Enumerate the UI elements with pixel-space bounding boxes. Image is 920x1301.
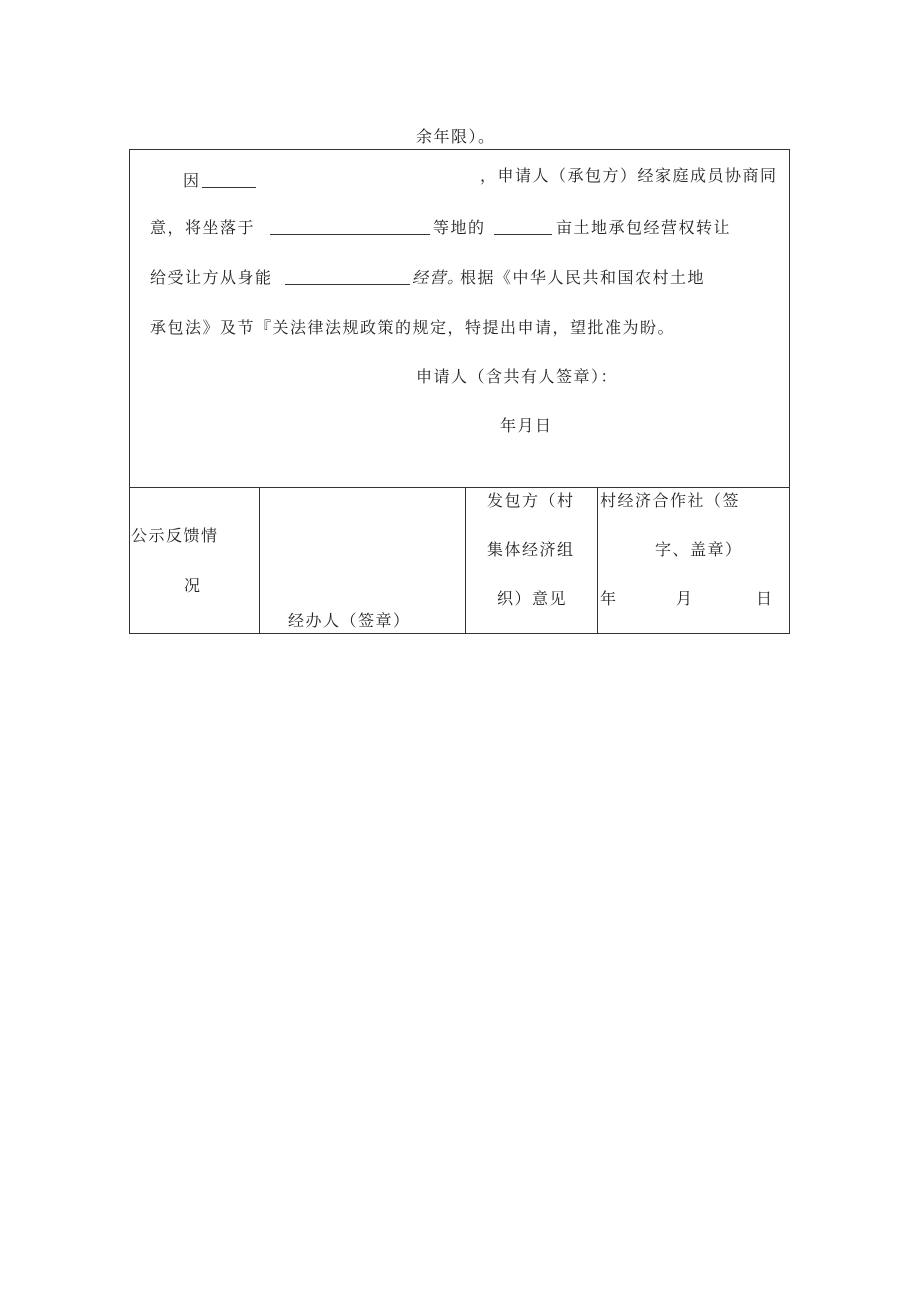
coop-signature-line2: 字、盖章） — [655, 540, 743, 559]
application-line3-italic: 经营。 — [412, 268, 465, 287]
contractor-opinion-line1: 发包方（村 — [487, 491, 575, 510]
contractor-opinion-line3: 织）意见 — [497, 589, 568, 608]
application-line1-rest: ，申请人（承包方）经家庭成员协商同 — [480, 166, 778, 185]
application-line3-lead: 给受让方从身能 — [150, 268, 273, 287]
table-row-divider — [129, 487, 790, 488]
reason-blank — [202, 187, 256, 188]
table-border-right — [789, 149, 790, 634]
contractor-opinion-line2: 集体经济组 — [487, 540, 575, 559]
table-border-left — [129, 149, 130, 634]
application-date-label: 年月日 — [500, 416, 553, 435]
coop-date-year: 年 — [600, 589, 618, 608]
application-line3-rest: 根据《中华人民共和国农村土地 — [460, 268, 706, 287]
table-col-divider-1 — [259, 487, 260, 634]
table-col-divider-3 — [597, 487, 598, 634]
applicant-signature-label: 申请人（含共有人签章）： — [416, 367, 619, 386]
application-line4: 承包法》及节『关法律法规政策的规定，特提出申请，望批准为盼。 — [150, 318, 676, 337]
application-line2-mid: 等地的 — [433, 218, 486, 237]
feedback-label-line1: 公示反馈情 — [131, 526, 219, 545]
continuation-text: 余年限）。 — [416, 127, 496, 146]
coop-date-month: 月 — [676, 589, 694, 608]
coop-date-day: 日 — [756, 589, 774, 608]
feedback-label-line2: 况 — [184, 576, 202, 595]
table-border-top — [129, 149, 790, 150]
area-blank — [494, 234, 552, 235]
table-border-bottom — [129, 633, 790, 634]
coop-signature-line1: 村经济合作社（签 — [600, 491, 741, 510]
handler-signature-label: 经办人（签章） — [288, 611, 411, 630]
location-blank — [270, 234, 430, 235]
table-col-divider-2 — [465, 487, 466, 634]
transferee-blank — [285, 284, 410, 285]
application-line2-lead: 意，将坐落于 — [150, 218, 256, 237]
application-line2-rest: 亩土地承包经营权转让 — [556, 218, 732, 237]
application-line1-lead: 因 — [183, 171, 201, 190]
